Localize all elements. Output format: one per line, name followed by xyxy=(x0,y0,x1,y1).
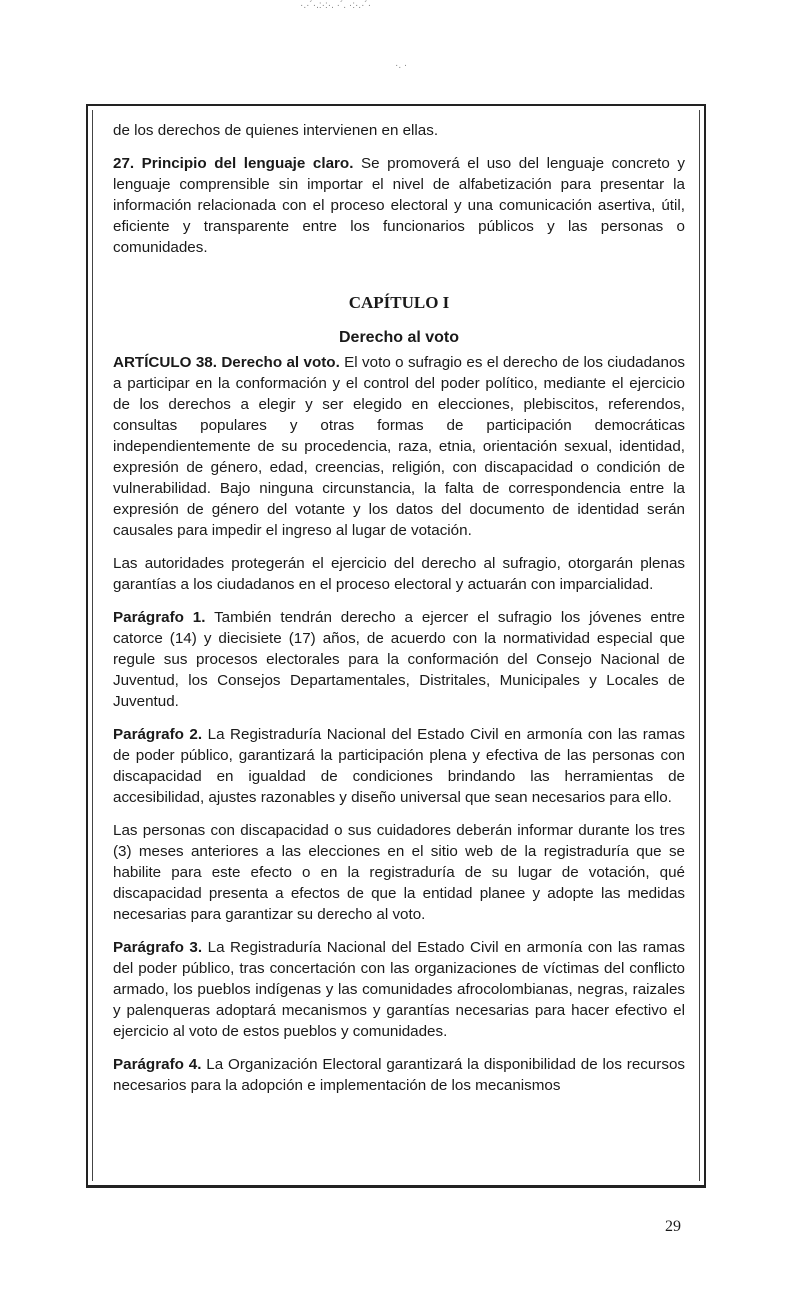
paragrafo-2 xyxy=(113,724,685,808)
paragrafo-3 xyxy=(113,937,685,1042)
page-number: 29 xyxy=(665,1218,681,1235)
disability-paragraph: Las personas con discapacidad o sus cuidadores deberán informar durante los tres (3) meses anteriores a las elecciones en el sitio web de la registraduría que se habilite para este efecto o en la registraduría de su lugar de votación, qué discapacidad presenta a efectos de que la entidad planee y adopte las medidas necesarias para garantizar su derecho al voto. xyxy=(113,822,685,923)
paragrafo-3-title: Parágrafo 3. xyxy=(113,939,203,956)
paragrafo-1-text: También tendrán derecho a ejercer el sufragio los jóvenes entre catorce (14) y diecisiete (17) años, de acuerdo con la normatividad especial que regule sus procesos electorales para la conformación del Consejo Nacional de Juventud, los Consejos Departamentales, Distritales, Municipales y Locales de Juventud. xyxy=(113,609,685,710)
chapter-heading: CAPÍTULO I xyxy=(348,293,450,312)
paragrafo-1 xyxy=(113,607,685,712)
scan-artifact: ·.·´·.:·:·. ·´. ·:·.·´· xyxy=(300,0,372,11)
scan-artifact: ·. · xyxy=(395,60,408,71)
paragrafo-3-text: La Registraduría Nacional del Estado Civil en armonía con las ramas del poder público, tras concertación con las organizaciones de víctimas del conflicto armado, los pueblos indígenas y las comunidades afrocolombianas, negras, raizales y palenqueras adoptará mecanismos y garantías necesarias para hacer efectivo el ejercicio al voto de estos pueblos y comunidades. xyxy=(113,939,686,1040)
principle-paragraph xyxy=(113,153,685,258)
continuation-text: de los derechos de quienes intervienen en ellas. xyxy=(113,122,439,139)
paragrafo-1-title: Parágrafo 1. xyxy=(113,609,206,626)
paragrafo-4-title: Parágrafo 4. xyxy=(113,1056,202,1073)
document-body xyxy=(113,120,685,1108)
article-paragraph xyxy=(113,352,685,541)
chapter-subtitle: Derecho al voto xyxy=(338,329,460,346)
principle-title: 27. Principio del lenguaje claro. xyxy=(113,155,354,172)
article-title: ARTÍCULO 38. Derecho al voto. xyxy=(113,354,340,371)
paragrafo-4-text: La Organización Electoral garantizará la disponibilidad de los recursos necesarios para la adopción e implementación de los mecanismos xyxy=(113,1056,686,1094)
paragrafo-2-text: La Registraduría Nacional del Estado Civil en armonía con las ramas de poder público, garantizará la participación plena y efectiva de las personas con discapacidad en igualdad de condiciones brindando las herramientas de accesibilidad, ajustes razonables y diseño universal que sean necesarios para ello. xyxy=(113,726,686,806)
principle-text: Se promoverá el uso del lenguaje concreto y lenguaje comprensible sin importar el nivel de alfabetización para presentar la información relacionada con el proceso electoral y una comunicación asertiva, útil, eficiente y transparente entre los funcionarios públicos y las personas o comunidades. xyxy=(113,155,685,256)
authorities-paragraph: Las autoridades protegerán el ejercicio del derecho al sufragio, otorgarán plenas garantías a los ciudadanos en el proceso electoral y actuarán con imparcialidad. xyxy=(113,555,685,593)
paragrafo-4 xyxy=(113,1054,685,1096)
paragrafo-2-title: Parágrafo 2. xyxy=(113,726,203,743)
article-text: El voto o sufragio es el derecho de los ciudadanos a participar en la conformación y el control del poder político, mediante el ejercicio de los derechos a elegir y ser elegido en elecciones, plebiscitos, referendos, consultas populares y otras formas de participación democráticas independientemente de su procedencia, raza, etnia, orientación sexual, identidad, expresión de género, edad, creencias, religión, con discapacidad o condición de vulnerabilidad. Bajo ninguna circunstancia, la falta de correspondencia entre la expresión de género del votante y los datos del documento de identidad serán causales para impedir el ingreso al lugar de votación. xyxy=(113,354,685,539)
